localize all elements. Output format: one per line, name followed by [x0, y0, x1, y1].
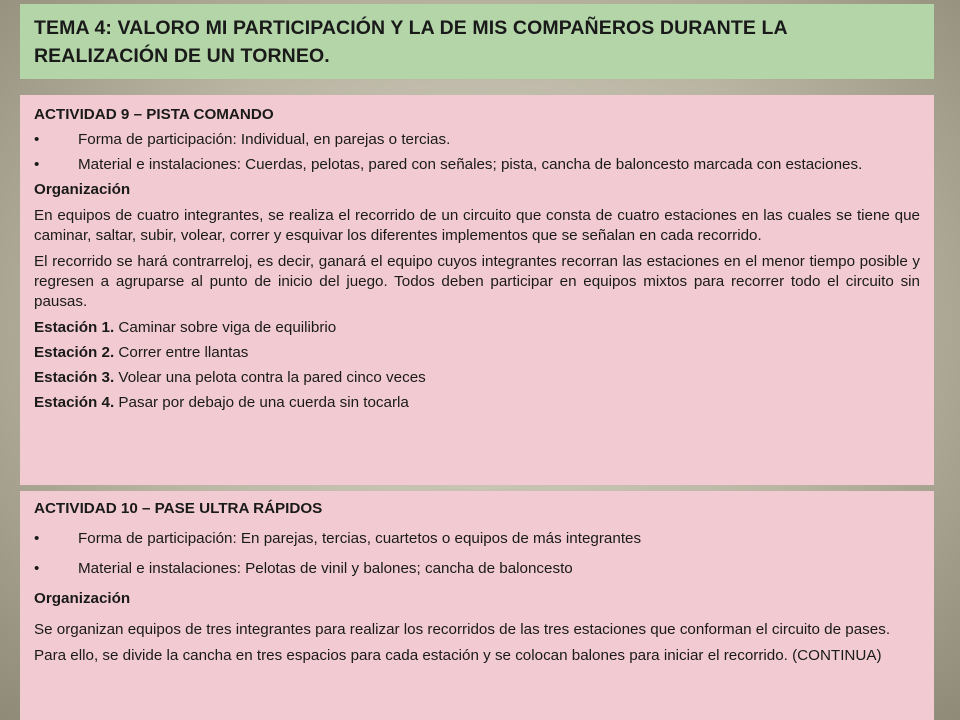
station-text: Correr entre llantas: [114, 344, 249, 361]
page-title: TEMA 4: VALORO MI PARTICIPACIÓN Y LA DE MIS COMPAÑEROS DURANTE LA REALIZACIÓN DE UN TORNEO.: [34, 17, 787, 67]
station-item: [34, 343, 920, 363]
activity-9-panel: [20, 95, 934, 485]
station-label: Estación 4.: [34, 394, 115, 411]
bullet-icon: •: [34, 131, 40, 148]
station-text: Volear una pelota contra la pared cinco veces: [114, 369, 426, 386]
station-text: Caminar sobre viga de equilibrio: [114, 319, 337, 336]
station-item: [34, 393, 920, 413]
participation-text: Forma de participación: En parejas, tercias, cuartetos o equipos de más integrantes: [78, 530, 642, 547]
organization-paragraph: El recorrido se hará contrarreloj, es decir, ganará el equipo cuyos integrantes recorran las estaciones en el menor tiempo posible y regresen a agruparse al punto de inicio del juego. Todos deben participar en equipos mixtos para recorrer todo el circuito sin pausas.: [34, 253, 920, 310]
organization-paragraph: En equipos de cuatro integrantes, se realiza el recorrido de un circuito que consta de cuatro estaciones en las cuales se tiene que caminar, saltar, subir, volear, correr y esquivar los diferentes implementos que se señalan en cada recorrido.: [34, 207, 920, 244]
station-label: Estación 2.: [34, 344, 115, 361]
organization-label: Organización: [34, 181, 131, 198]
materials-text: Material e instalaciones: Cuerdas, pelotas, pared con señales; pista, cancha de baloncesto marcada con estaciones.: [78, 156, 863, 173]
list-item: [34, 529, 920, 549]
list-item: [34, 130, 920, 150]
organization-paragraph: Se organizan equipos de tres integrantes para realizar los recorridos de las tres estaciones que conforman el circuito de pases. Para ello, se divide la cancha en tres espacios para cada estación y se colocan balones para iniciar el recorrido. (CONTINUA): [34, 621, 891, 664]
bullet-icon: •: [34, 530, 40, 547]
list-item: [34, 559, 920, 579]
activity-9-heading: ACTIVIDAD 9 – PISTA COMANDO: [34, 106, 274, 123]
bullet-icon: •: [34, 156, 40, 173]
organization-label: Organización: [34, 590, 131, 607]
station-item: [34, 318, 920, 338]
station-item: [34, 368, 920, 388]
station-label: Estación 1.: [34, 319, 115, 336]
activity-10-heading: ACTIVIDAD 10 – PASE ULTRA RÁPIDOS: [34, 500, 323, 517]
participation-text: Forma de participación: Individual, en parejas o tercias.: [78, 131, 451, 148]
station-label: Estación 3.: [34, 369, 115, 386]
materials-text: Material e instalaciones: Pelotas de vinil y balones; cancha de baloncesto: [78, 560, 573, 577]
station-text: Pasar por debajo de una cuerda sin tocarla: [114, 394, 409, 411]
title-banner: [20, 4, 934, 79]
list-item: [34, 155, 920, 175]
bullet-icon: •: [34, 560, 40, 577]
activity-10-panel: [20, 491, 934, 720]
